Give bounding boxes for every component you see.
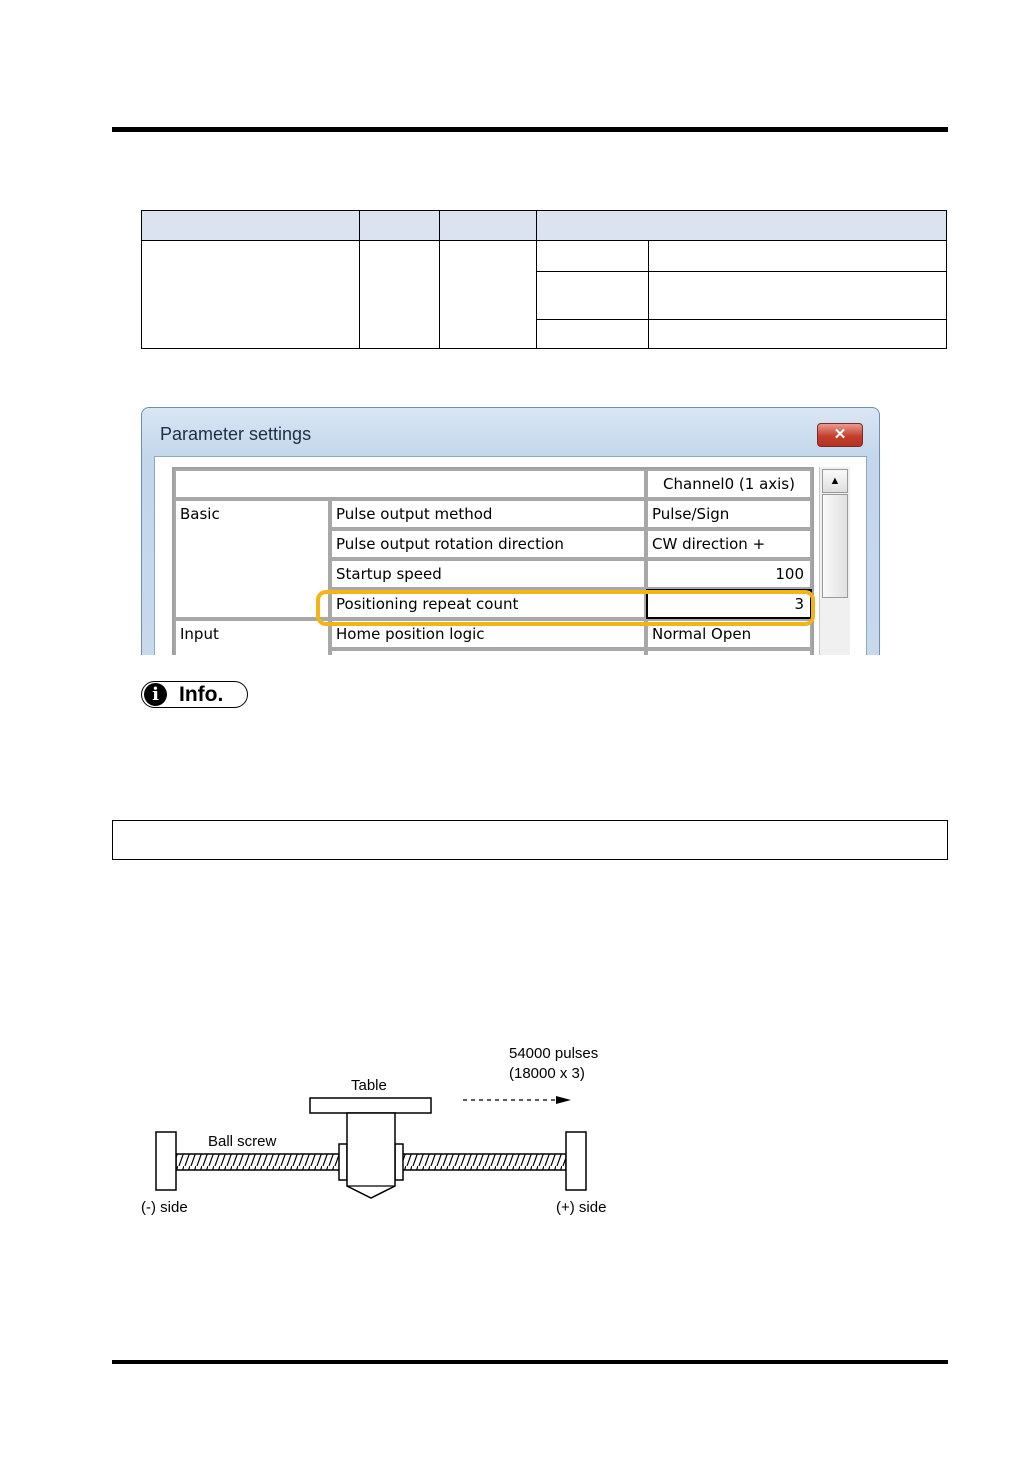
spec-cell [649, 241, 947, 272]
spec-cell [537, 272, 649, 320]
header-rule [112, 127, 948, 132]
group-basic: Basic [174, 499, 330, 619]
spec-cell [360, 241, 440, 349]
table-label: Table [351, 1077, 387, 1094]
ball-screw-left [176, 1154, 340, 1170]
pulses-label-line1: 54000 pulses [509, 1045, 599, 1062]
param-value-next[interactable] [646, 649, 812, 655]
pulses-label-line2: (18000 x 3) [509, 1065, 585, 1082]
spec-header-cell-3 [440, 211, 537, 241]
scroll-up-button[interactable] [822, 469, 848, 493]
minus-end-block [156, 1132, 176, 1190]
param-name-home-position-logic: Home position logic [330, 619, 646, 649]
note-box [112, 820, 948, 860]
spec-cell [649, 272, 947, 320]
info-badge [141, 681, 248, 708]
spec-cell [440, 241, 537, 349]
nut-left [339, 1144, 347, 1180]
vertical-scrollbar[interactable] [819, 467, 850, 655]
spec-header-cell-1 [142, 211, 360, 241]
param-value-rotation-direction[interactable]: CW direction + [646, 529, 812, 559]
highlight-positioning-repeat-count [316, 590, 815, 626]
spec-cell [537, 241, 649, 272]
param-name-startup-speed: Startup speed [330, 559, 646, 589]
arrow-up-icon: ▲ [829, 475, 841, 487]
spec-cell [537, 320, 649, 349]
info-icon: i [144, 683, 167, 706]
group-input: Input [174, 619, 330, 655]
scroll-thumb[interactable] [822, 494, 848, 598]
plus-side-label: (+) side [556, 1199, 607, 1216]
close-button[interactable] [817, 423, 863, 447]
param-value-positioning-repeat-count[interactable]: 3 [646, 589, 812, 619]
param-value-home-position-logic[interactable]: Normal Open [646, 619, 812, 649]
table-top [310, 1098, 431, 1113]
ball-screw-right [402, 1154, 566, 1170]
nut-right [395, 1144, 403, 1180]
info-label: Info. [179, 683, 224, 706]
channel-column-header: Channel0 (1 axis) [646, 469, 812, 499]
close-icon: ✕ [833, 426, 847, 443]
param-name-rotation-direction: Pulse output rotation direction [330, 529, 646, 559]
parameter-grid [172, 467, 814, 655]
movement-arrow-head [556, 1096, 571, 1104]
spec-cell [142, 241, 360, 349]
grid-header-blank [174, 469, 646, 499]
carriage-body [347, 1113, 395, 1198]
spec-header-cell-2 [360, 211, 440, 241]
param-name-next [330, 649, 646, 655]
param-name-pulse-output-method: Pulse output method [330, 499, 646, 529]
param-value-pulse-output-method[interactable]: Pulse/Sign [646, 499, 812, 529]
footer-rule [112, 1360, 948, 1364]
minus-side-label: (-) side [141, 1199, 188, 1216]
ball-screw-label: Ball screw [208, 1133, 277, 1150]
spec-header-cell-4 [537, 211, 947, 241]
param-name-positioning-repeat-count: Positioning repeat count [330, 589, 646, 619]
dialog-title: Parameter settings [160, 424, 312, 444]
param-value-startup-speed[interactable]: 100 [646, 559, 812, 589]
plus-end-block [566, 1132, 586, 1190]
spec-cell [649, 320, 947, 349]
spec-table [141, 210, 947, 349]
